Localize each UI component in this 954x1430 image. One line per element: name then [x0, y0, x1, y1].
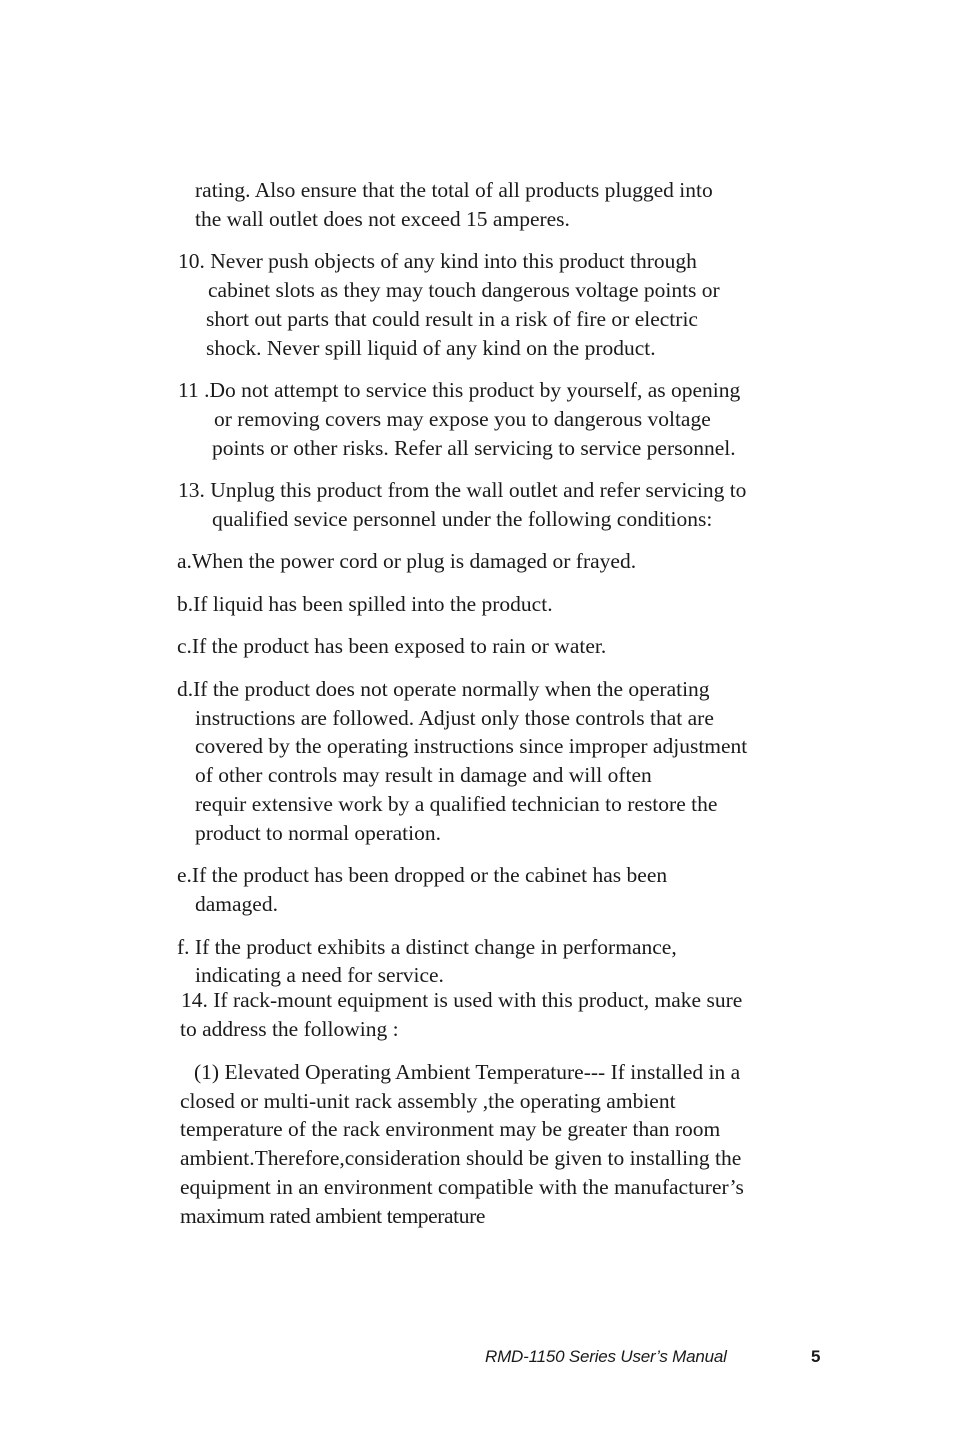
text-line: equipment in an environment compatible with the manufacturer’s — [180, 1175, 744, 1199]
text-line: 10. Never push objects of any kind into this product through — [178, 249, 697, 273]
text-line: closed or multi-unit rack assembly ,the operating ambient — [180, 1089, 676, 1113]
text-line: f. If the product exhibits a distinct change in performance, — [177, 935, 677, 959]
page-number: 5 — [811, 1347, 821, 1366]
text-line: a.When the power cord or plug is damaged or frayed. — [177, 549, 637, 573]
text-line: qualified sevice personnel under the following conditions: — [212, 507, 713, 531]
text-line: ambient.Therefore,consideration should be given to installing the — [180, 1146, 742, 1170]
text-line: rating. Also ensure that the total of all products plugged into — [195, 178, 713, 202]
text-line: requir extensive work by a qualified technician to restore the — [195, 792, 718, 816]
text-line: (1) Elevated Operating Ambient Temperature--- If installed in a — [194, 1060, 741, 1084]
text-line: product to normal operation. — [195, 821, 441, 845]
text-line: maximum rated ambient temperature — [180, 1204, 485, 1228]
text-line: damaged. — [195, 892, 278, 916]
text-line: d.If the product does not operate normally when the operating — [177, 677, 710, 701]
text-line: e.If the product has been dropped or the cabinet has been — [177, 863, 668, 887]
manual-title: RMD-1150 Series User’s Manual — [485, 1347, 727, 1366]
text-line: 13. Unplug this product from the wall outlet and refer servicing to — [178, 478, 747, 502]
text-line: shock. Never spill liquid of any kind on the product. — [206, 336, 656, 360]
text-line: 14. If rack-mount equipment is used with this product, make sure — [181, 988, 743, 1012]
text-line: indicating a need for service. — [195, 963, 444, 987]
text-line: covered by the operating instructions since improper adjustment — [195, 734, 748, 758]
text-line: short out parts that could result in a risk of fire or electric — [206, 307, 698, 331]
text-line: to address the following : — [180, 1017, 399, 1041]
text-line: 11 .Do not attempt to service this product by yourself, as opening — [178, 378, 741, 402]
text-line: cabinet slots as they may touch dangerous voltage points or — [208, 278, 720, 302]
text-line: the wall outlet does not exceed 15 amperes. — [195, 207, 570, 231]
text-line: c.If the product has been exposed to rain or water. — [177, 634, 607, 658]
text-line: b.If liquid has been spilled into the product. — [177, 592, 553, 616]
text-line: of other controls may result in damage and will often — [195, 763, 652, 787]
text-line: temperature of the rack environment may be greater than room — [180, 1117, 721, 1141]
text-line: points or other risks. Refer all servicing to service personnel. — [212, 436, 736, 460]
text-line: or removing covers may expose you to dangerous voltage — [214, 407, 711, 431]
text-line: instructions are followed. Adjust only those controls that are — [195, 706, 714, 730]
